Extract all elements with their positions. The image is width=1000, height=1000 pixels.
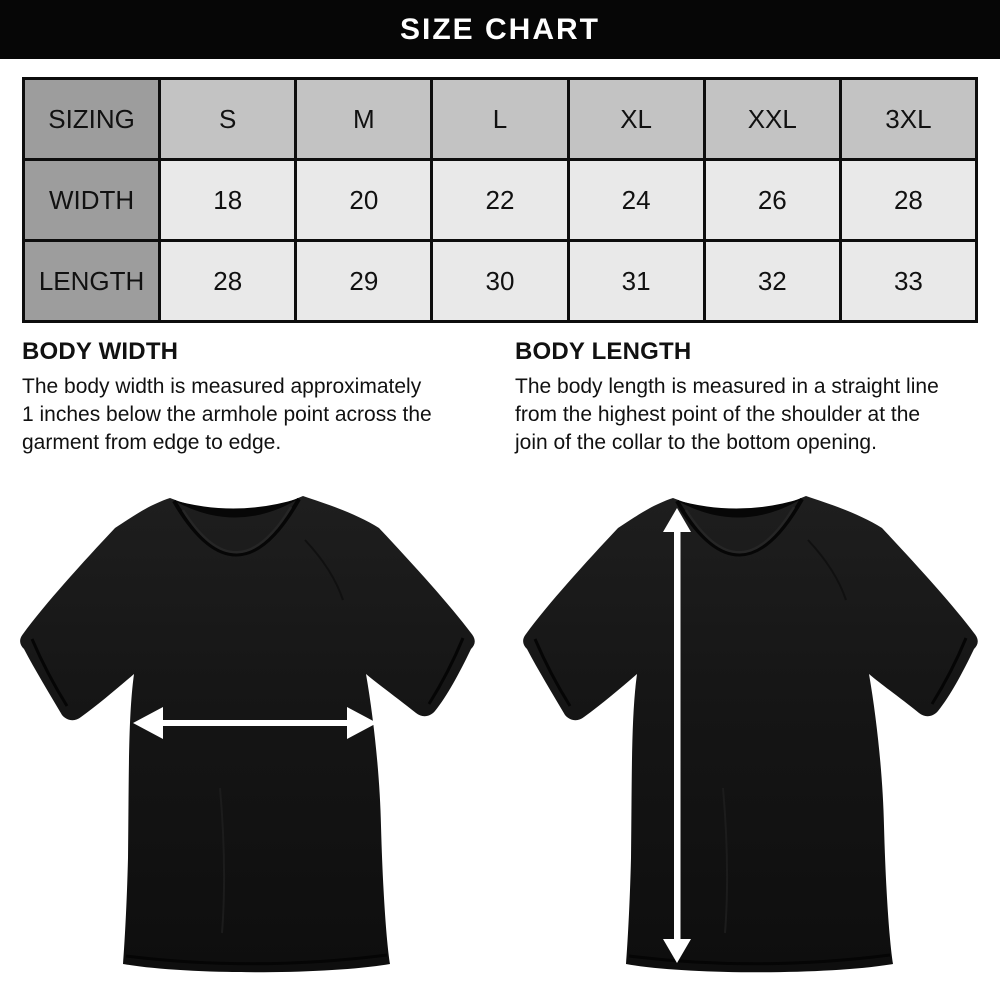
- length-value-xxl: 32: [704, 241, 840, 322]
- size-header-cell-3xl: 3XL: [840, 79, 976, 160]
- body-length-section: [515, 338, 990, 457]
- size-header-cell-s: S: [160, 79, 296, 160]
- width-value-s: 18: [160, 160, 296, 241]
- length-value-xl: 31: [568, 241, 704, 322]
- body-width-text-line: garment from edge to edge.: [22, 431, 282, 454]
- page-title: SIZE CHART: [400, 12, 600, 46]
- table-row-sizing: [24, 79, 977, 160]
- width-row-label: WIDTH: [24, 160, 160, 241]
- header-bar: [0, 0, 1000, 59]
- body-length-text-line: The body length is measured in a straight line: [515, 375, 939, 398]
- width-value-m: 20: [296, 160, 432, 241]
- width-value-l: 22: [432, 160, 568, 241]
- width-value-3xl: 28: [840, 160, 976, 241]
- size-header-cell-xxl: XXL: [704, 79, 840, 160]
- sizing-corner-cell: SIZING: [24, 79, 160, 160]
- length-row-label: LENGTH: [24, 241, 160, 322]
- tshirt-graphic: [20, 496, 475, 972]
- size-header-cell-xl: XL: [568, 79, 704, 160]
- length-value-s: 28: [160, 241, 296, 322]
- tshirt-body-width-figure: [15, 478, 480, 974]
- body-width-text-line: The body width is measured approximately: [22, 375, 422, 398]
- table-row-length: [24, 241, 977, 322]
- length-value-l: 30: [432, 241, 568, 322]
- body-width-heading: BODY WIDTH: [22, 338, 179, 365]
- tshirt-body-length-figure: [518, 478, 983, 974]
- length-value-m: 29: [296, 241, 432, 322]
- width-value-xxl: 26: [704, 160, 840, 241]
- size-table: [22, 77, 978, 323]
- size-header-cell-m: M: [296, 79, 432, 160]
- body-length-text-line: join of the collar to the bottom opening.: [515, 431, 877, 454]
- size-header-cell-l: L: [432, 79, 568, 160]
- body-width-text-line: 1 inches below the armhole point across the: [22, 403, 432, 426]
- table-row-width: [24, 160, 977, 241]
- width-value-xl: 24: [568, 160, 704, 241]
- body-length-heading: BODY LENGTH: [515, 338, 692, 365]
- tshirt-graphic: [523, 496, 978, 972]
- body-length-text-line: from the highest point of the shoulder at the: [515, 403, 921, 426]
- length-value-3xl: 33: [840, 241, 976, 322]
- body-width-section: [22, 338, 484, 457]
